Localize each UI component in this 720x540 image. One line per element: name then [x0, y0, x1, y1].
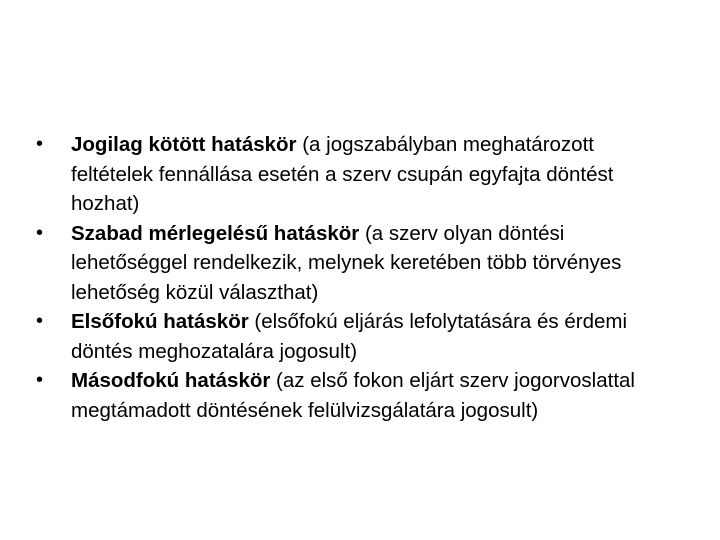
term-label: Szabad mérlegelésű hatáskör [71, 221, 360, 245]
bullet-point-icon: • [36, 369, 44, 391]
bullet-item-masodfoku [36, 366, 676, 425]
term-description: (az első fokon eljárt szerv jogorvoslattal megtámadott döntésének felülvizsgálatára jogosult) [71, 369, 635, 422]
term-description: (a szerv olyan döntési lehetőséggel rendelkezik, melynek keretében több törvényes lehetőség közül választhat) [71, 221, 622, 304]
bullet-item-elsofoku [36, 307, 676, 366]
bullet-point-icon: • [36, 133, 44, 155]
term-description: (elsőfokú eljárás lefolytatására és érdemi döntés meghozatalára jogosult) [71, 310, 628, 363]
bullet-item-szabad-merlegelesu [36, 219, 676, 308]
term-description: (a jogszabályban meghatározott feltételek fennállása esetén a szerv csupán egyfajta döntést hozhat) [71, 133, 614, 215]
bullet-list [36, 130, 676, 425]
term-label: Jogilag kötött hatáskör [71, 133, 297, 156]
term-label: Másodfokú hatáskör [71, 369, 271, 392]
bullet-item-jogilag-kotott [36, 130, 676, 219]
bullet-point-icon: • [36, 310, 44, 332]
bullet-point-icon: • [36, 221, 44, 244]
term-label: Elsőfokú hatáskör [71, 310, 249, 333]
